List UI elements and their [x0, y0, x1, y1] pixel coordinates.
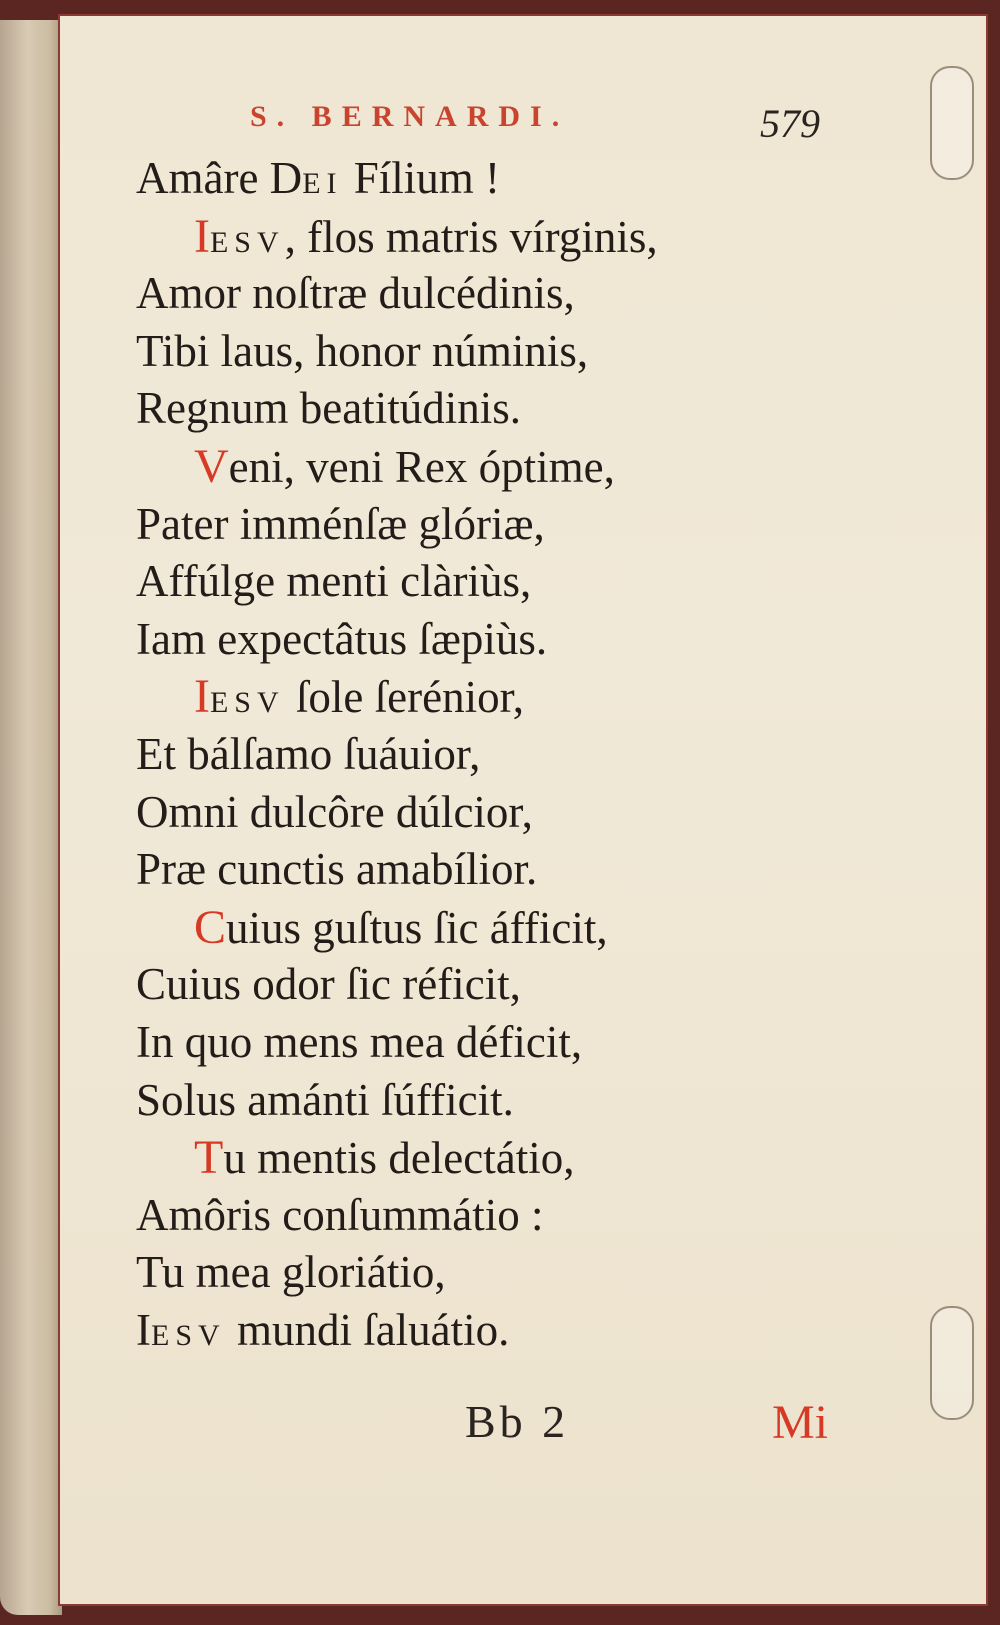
line-text: Tibi laus, honor núminis, — [136, 325, 589, 376]
poem-line — [136, 841, 776, 899]
line-text: eni, veni Rex óptime, — [228, 441, 615, 492]
line-text: Amôris conſummátio : — [136, 1189, 544, 1240]
line-text: , flos matris vírginis, — [284, 211, 658, 262]
small-caps-text: ESV — [209, 225, 285, 259]
line-text: In quo mens mea déficit, — [136, 1016, 583, 1067]
page-footer — [0, 1395, 1000, 1455]
poem-line — [136, 150, 776, 208]
line-text: Omni dulcôre dúlcior, — [136, 786, 533, 837]
line-text: Amor noſtræ dulcédinis, — [136, 268, 575, 319]
poem-line — [136, 1129, 776, 1187]
catchword: Mi — [772, 1396, 829, 1449]
rubricated-initial: V — [194, 439, 229, 493]
poem-line — [136, 668, 776, 726]
line-text: Affúlge menti clàriùs, — [136, 556, 532, 607]
poem-line — [136, 1014, 776, 1072]
poem-line — [136, 611, 776, 669]
poem-text — [136, 150, 776, 1359]
rubricated-initial: C — [194, 900, 227, 954]
line-text: uius guſtus ſic áfficit, — [226, 902, 608, 953]
poem-line — [136, 784, 776, 842]
poem-line — [136, 1187, 776, 1245]
poem-line — [136, 265, 776, 323]
small-caps-text: EI — [302, 167, 343, 200]
poem-line — [136, 956, 776, 1014]
line-text: Iam expectâtus ſæpiùs. — [136, 613, 548, 664]
line-text: ſole ſerénior, — [284, 672, 525, 723]
left-page-edge — [0, 20, 62, 1615]
poem-line — [136, 323, 776, 381]
poem-line — [136, 1244, 776, 1302]
poem-line — [136, 208, 776, 266]
line-text: Cuius odor ſic réficit, — [136, 959, 521, 1010]
rubricated-initial: I — [194, 670, 210, 724]
poem-line — [136, 553, 776, 611]
poem-line — [136, 380, 776, 438]
line-text: Et bálſamo ſuáuior, — [136, 728, 481, 779]
line-text: Regnum beatitúdinis. — [136, 383, 521, 434]
poem-line — [136, 899, 776, 957]
poem-line — [136, 1072, 776, 1130]
running-title: S. BERNARDI. — [250, 100, 570, 133]
poem-line — [136, 496, 776, 554]
small-caps-text: ESV — [151, 1318, 226, 1352]
line-text: Solus amánti ſúfficit. — [136, 1074, 514, 1125]
line-text: Pater imménſæ glóriæ, — [136, 498, 545, 549]
page-number: 579 — [760, 101, 820, 146]
page-header — [0, 100, 1000, 146]
line-text: mundi ſaluátio. — [225, 1304, 510, 1355]
rubricated-initial: I — [194, 209, 210, 263]
rubricated-initial: T — [194, 1131, 224, 1185]
poem-line — [136, 1302, 776, 1360]
poem-line — [136, 726, 776, 784]
line-text: Fílium ! — [342, 153, 501, 203]
line-text: I — [136, 1304, 151, 1355]
poem-line — [136, 438, 776, 496]
line-text: Amâre D — [136, 153, 303, 203]
line-text: Tu mea gloriátio, — [136, 1247, 446, 1298]
small-caps-text: ESV — [209, 686, 285, 720]
signature-mark: Bb 2 — [465, 1396, 570, 1447]
line-text: u mentis delectátio, — [223, 1133, 575, 1184]
line-text: Præ cunctis amabílior. — [136, 844, 538, 895]
